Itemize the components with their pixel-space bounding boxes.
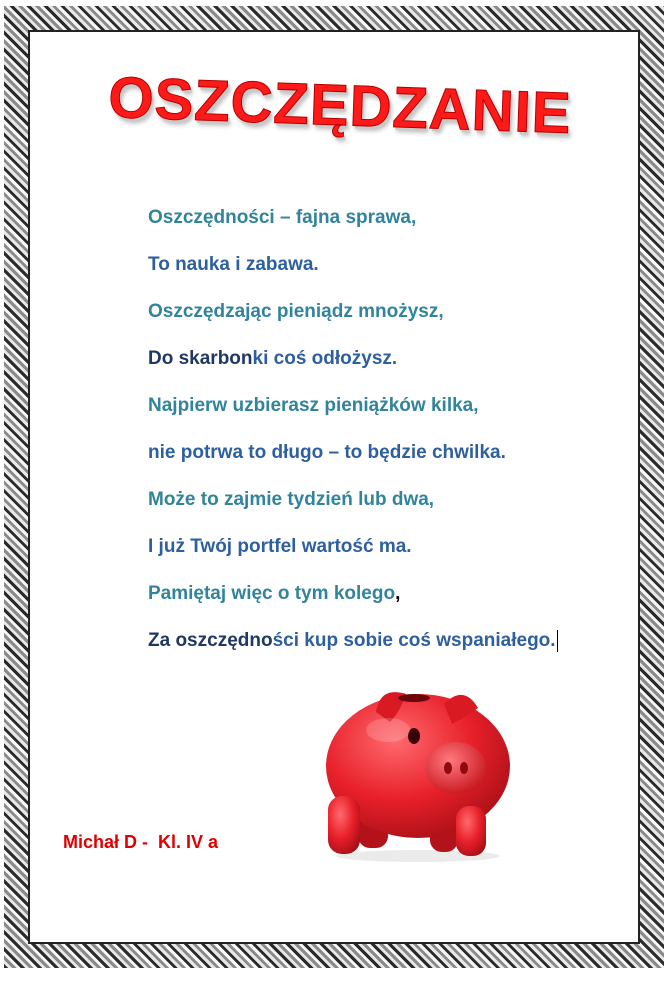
author-signature: Michał D - Kl. IV a (63, 832, 219, 852)
poem-line-6: nie potrwa to długo – to będzie chwilka. (148, 442, 506, 463)
piggy-bank-icon (318, 678, 518, 863)
page-title: OSZCZĘDZANIE (107, 64, 573, 147)
poem-line-8: I już Twój portfel wartość ma. (148, 536, 412, 557)
poem-line-4: Do skarbonki coś odłożysz. (148, 348, 398, 369)
poem (148, 206, 618, 676)
poem-line-1: Oszczędności – fajna sprawa, (148, 207, 417, 228)
poem-line-9: Pamiętaj więc o tym kolego, (148, 583, 401, 604)
poem-line-10: Za oszczędności kup sobie coś wspaniałego. (148, 630, 556, 651)
text-cursor (557, 630, 558, 652)
poem-line-5: Najpierw uzbierasz pieniążków kilka, (148, 395, 479, 416)
poem-line-2: To nauka i zabawa. (148, 254, 319, 275)
poem-line-3: Oszczędzając pieniądz mnożysz, (148, 301, 444, 322)
poem-line-7: Może to zajmie tydzień lub dwa, (148, 489, 435, 510)
